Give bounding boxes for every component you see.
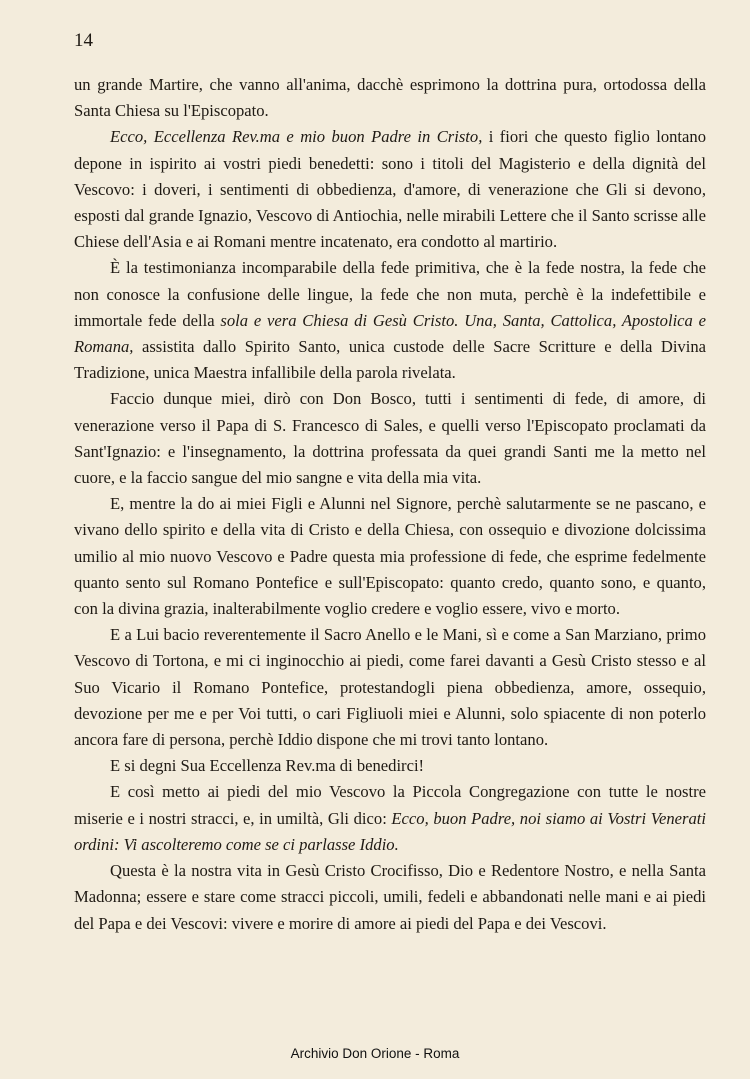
text-run: E a Lui bacio reverentemente il Sacro Anello e le Mani, sì e come a San Marziano, primo Vescovo di Tortona, e mi ci inginocchio ai piedi, come farei davanti a Gesù Cristo stesso e al Suo Vicario il Romano Pontefice, protestandogli piena obbedienza, amore, ossequio, devozione per me e per Voi tutti, o cari Figliuoli miei e Alunni, solo spiacente di non poterlo ancora fare di persona, perchè Iddio dispone che mi trovi tanto lontano. <box>74 625 706 750</box>
paragraph <box>74 753 706 779</box>
text-run: assistita dallo Spirito Santo, unica custode delle Sacre Scritture e della Divina Tradizione, unica Maestra infallibile della parola rivelata. <box>74 337 706 383</box>
page-number: 14 <box>74 30 93 51</box>
paragraph <box>74 779 706 858</box>
paragraph <box>74 386 706 491</box>
paragraph <box>74 124 706 255</box>
text-run: E si degni Sua Eccellenza Rev.ma di benedirci! <box>110 756 425 776</box>
text-run-italic: sola e vera Chiesa di Gesù Cristo. Una, Santa, Cattolica, Apostolica e Romana, <box>74 310 706 357</box>
paragraph <box>74 72 706 124</box>
body-text <box>74 72 706 937</box>
paragraph <box>74 858 706 937</box>
text-run: un grande Martire, che vanno all'anima, dacchè esprimono la dottrina pura, ortodossa della Santa Chiesa su l'Episcopato. <box>74 75 706 121</box>
text-run: i fiori che questo figlio lontano depone in ispirito ai vostri piedi benedetti: sono i titoli del Magisterio e della dignità del Vescovo: i doveri, i sentimenti di obbedienza, d'amore, di venerazione che Gli si devono, esposti dal grande Ignazio, Vescovo di Antiochia, nelle mirabili Lettere che il Santo scrisse alle Chiese dell'Asia e ai Romani mentre incatenato, era condotto al martirio. <box>74 127 706 252</box>
archive-footer: Archivio Don Orione - Roma <box>290 1046 460 1061</box>
text-run: Faccio dunque miei, dirò con Don Bosco, tutti i sentimenti di fede, di amore, di venerazione verso il Papa di S. Francesco di Sales, e quelli verso l'Episcopato proclamati da Sant'Ignazio: e l'insegnamento, la dottrina professata da quei grandi Santi me la metto nel cuore, e la faccio sangue del mio sangne e vita della mia vita. <box>74 389 706 488</box>
paragraph <box>74 255 706 386</box>
text-run: È la testimonianza incomparabile della fede primitiva, che è la fede nostra, la fede che non conosce la confusione delle lingue, la fede che non muta, perchè è la indefettibile e immortale fede della <box>74 258 706 330</box>
text-run-italic: Ecco, buon Padre, noi siamo ai Vostri Venerati ordini: Vi ascolteremo come se ci parlasse Iddio. <box>74 808 706 854</box>
paragraph <box>74 622 706 753</box>
text-run: E così metto ai piedi del mio Vescovo la Piccola Congregazione con tutte le nostre miserie e i nostri stracci, e, in umiltà, Gli dico: <box>74 782 706 828</box>
text-run: Questa è la nostra vita in Gesù Cristo Crocifisso, Dio e Redentore Nostro, e nella Santa Madonna; essere e stare come stracci piccoli, umili, fedeli e abbandonati nelle mani e ai piedi del Papa e dei Vescovi: vivere e morire di amore ai piedi del Papa e dei Vescovi. <box>74 861 706 933</box>
text-run: E, mentre la do ai miei Figli e Alunni nel Signore, perchè salutarmente se ne pascano, e vivano dello spirito e della vita di Cristo e della Chiesa, con ossequio e divozione dolcissima umilio al mio nuovo Vescovo e Padre questa mia professione di fede, che esprime fedelmente quanto sento sul Romano Pontefice e sull'Episcopato: quanto credo, quanto sono, e quanto, con la divina grazia, inalterabilmente voglio credere e voglio essere, vivo e morto. <box>74 494 706 619</box>
text-run-italic: Ecco, Eccellenza Rev.ma e mio buon Padre in Cristo, <box>110 127 483 147</box>
paragraph <box>74 491 706 622</box>
